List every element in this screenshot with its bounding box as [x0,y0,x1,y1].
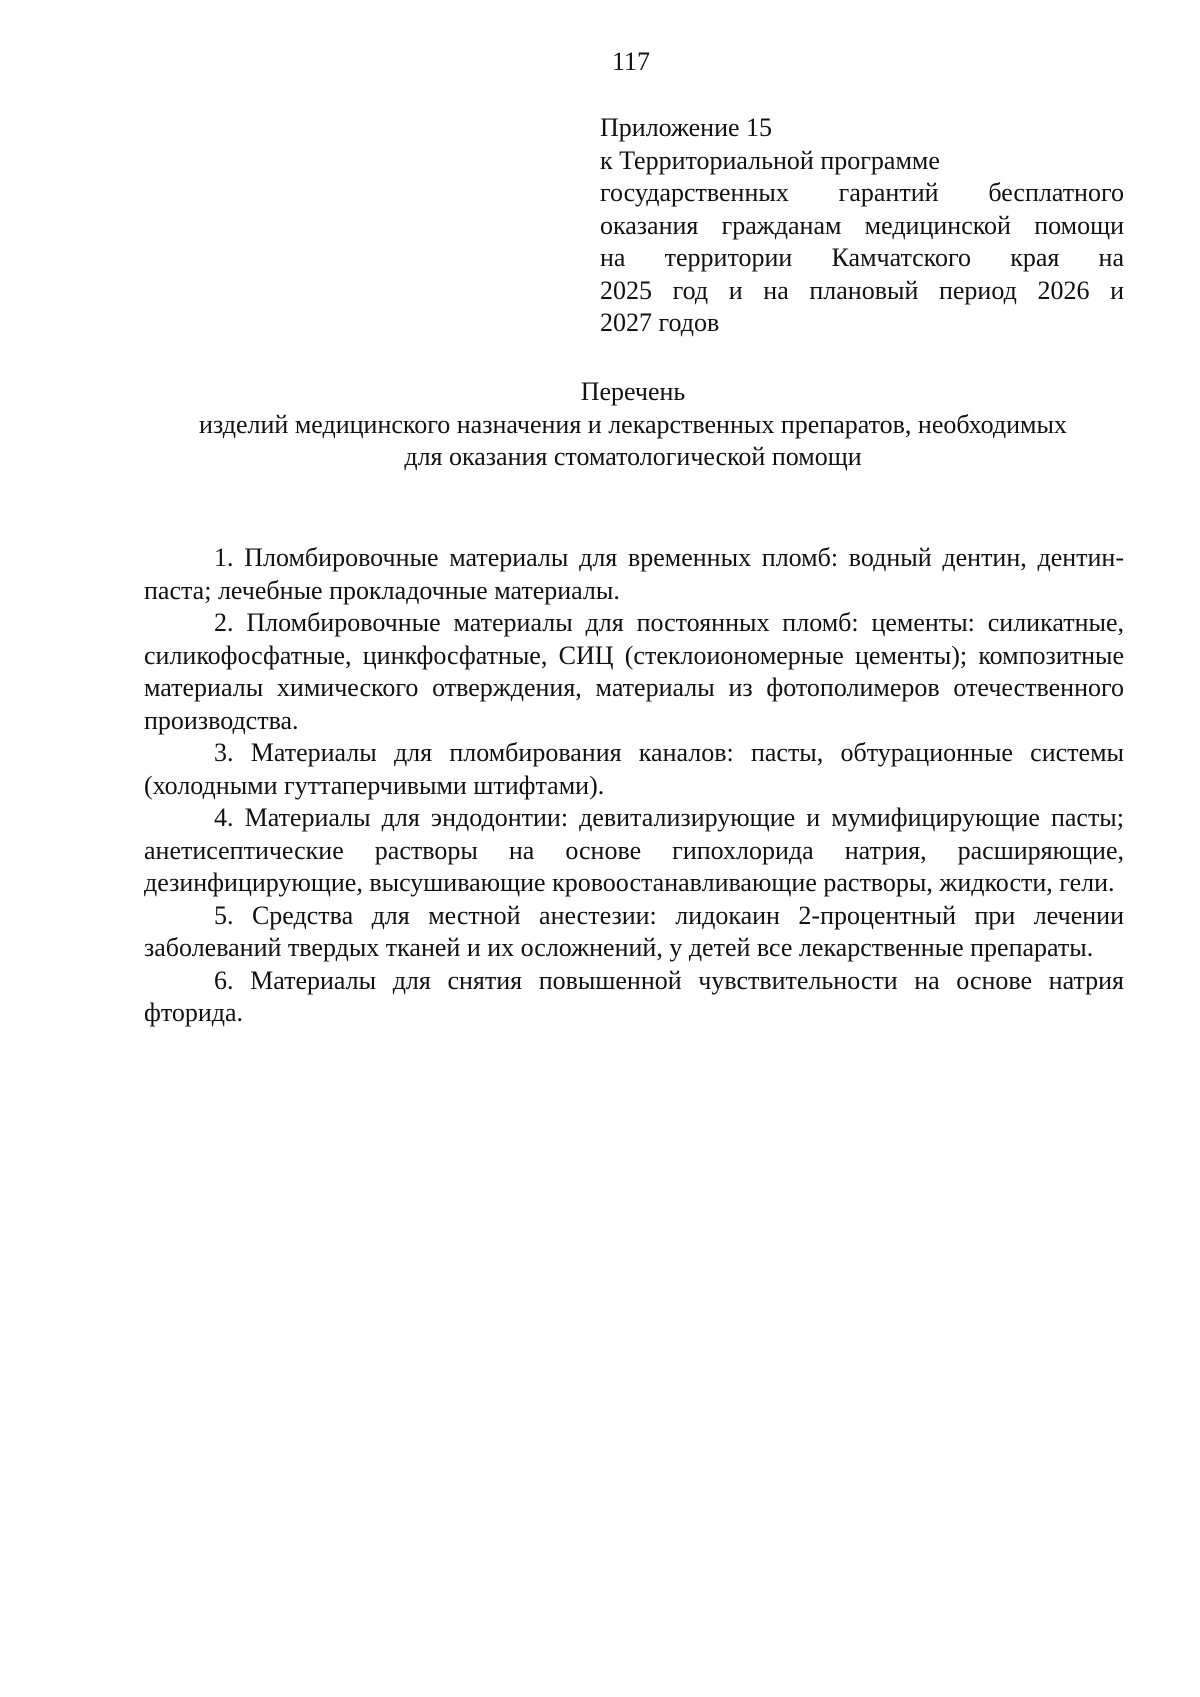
list-item: 3. Материалы для пломбирования каналов: пасты, обтурационные системы (холодными гуттаперчивыми штифтами). [144,738,1124,800]
list-item: 6. Материалы для снятия повышенной чувствительности на основе натрия фторида. [144,965,1124,1027]
title-heading: Перечень [580,377,686,406]
appendix-line: Приложение 15 [600,113,773,142]
page-number: 117 [611,47,651,76]
document-title [142,376,1124,474]
list-item: 1. Пломбировочные материалы для временных пломб: водный дентин, дентин-паста; лечебные прокладочные материалы. [144,543,1124,605]
list-item: 5. Средства для местной анестезии: лидокаин 2-процентный при лечении заболеваний твердых тканей и их осложнений, у детей все лекарственные препараты. [144,900,1124,962]
title-line: для оказания стоматологической помощи [404,442,862,471]
appendix-line: на территории Камчатского края на [600,243,1124,272]
appendix-line: государственных гарантий бесплатного [600,178,1124,207]
appendix-line: 2027 годов [600,308,720,337]
appendix-header [600,112,1124,340]
list-item: 4. Материалы для эндодонтии: девитализирующие и мумифицирующие пасты; анетисептические растворы на основе гипохлорида натрия, расширяющие, дезинфицирующие, высушивающие кровоостанавливающие растворы, жидкости, гели. [144,803,1124,897]
appendix-line: оказания гражданам медицинской помощи [600,210,1124,240]
list-item: 2. Пломбировочные материалы для постоянных пломб: цементы: силикатные, силикофосфатные, цинкфосфатные, СИЦ (стеклоиономерные цементы); композитные материалы химического отверждения, материалы из фотополимеров отечественного производства. [144,608,1124,735]
materials-list [144,542,1124,1030]
appendix-line: к Территориальной программе [600,145,940,175]
appendix-line: 2025 год и на плановый период 2026 и [600,275,1124,305]
title-line: изделий медицинского назначения и лекарственных препаратов, необходимых [199,409,1067,439]
